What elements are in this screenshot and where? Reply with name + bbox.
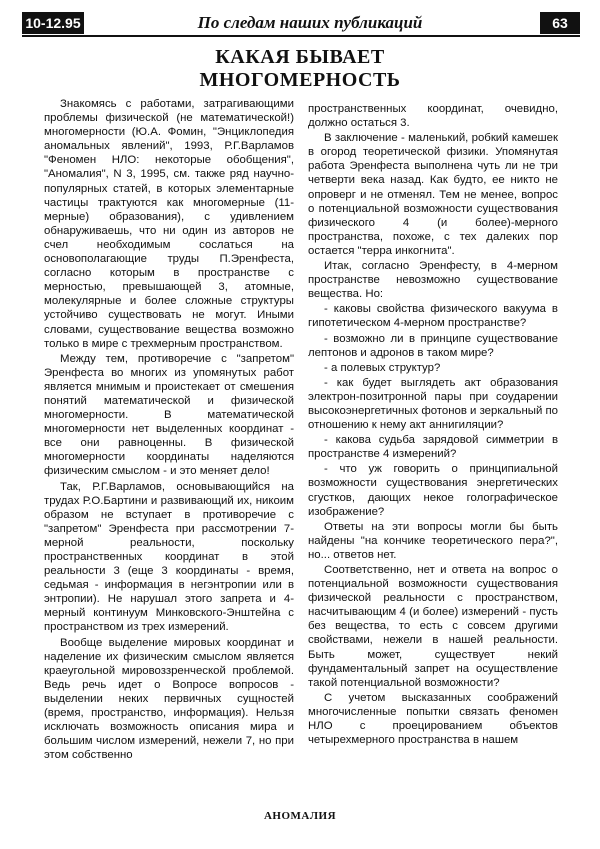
question-item: - как будет выглядеть акт образования электрон-позитронной пары при соударении высокоэнергетичных фотонов и зеркальный по отношению к нему акт аннигиляции? [308,376,558,432]
article-title-line1: КАКАЯ БЫВАЕТ [215,46,385,68]
paragraph: Знакомясь с работами, затрагивающими проблемы физической (не математической!) многомерности (Ю.А. Фомин, "Энциклопедия аномальных явлений", 1993, Р.Г.Варламов "Феномен НЛО: некоторые обобщения", "Аномалия", N 3, 1995, см. также ряд научно-популярных статей, в которых элементарные частицы трактуются как многомерные (11-мерные) образования), с удивлением обнаруживаешь, что ни один из авторов не счел необходимым сослаться на основополагающие труды П.Эренфеста, согласно которым в пространстве с мерностью, превышающей 3, атомные, молекулярные и более сложные структуры устойчиво существовать не могут. Иными словами, существование вещества возможно только в мире с трехмерным пространством. [44,98,294,350]
paragraph: С учетом высказанных соображений многочисленные попытки связать феномен НЛО с проецированием объектов четырехмерного пространства в нашем [308,691,558,747]
right-column [308,102,558,748]
magazine-footer: АНОМАЛИЯ [263,810,337,822]
question-item: - что уж говорить о принципиальной возможности существования энергетических сгустков, дающих некое голографическое изображение? [308,463,558,518]
section-title: По следам наших публикаций [197,13,423,32]
question-item: - какова судьба зарядовой симметрии в пространстве 4 измерений? [308,434,558,461]
question-item: - а полевых структур? [324,361,441,374]
paragraph: В заключение - маленький, робкий камешек в огород теоретической физики. Упомянутая работа Эренфеста выполнена чуть ли не три четверти века назад. Как будто, ее никто не опроверг и не отменял. Тем не менее, вопрос о потенциальной возможности существования физического 4 (и более)-мерного пространства, похоже, с тех далеких пор остается "терра инкогнита". [308,132,558,257]
paragraph: Итак, согласно Эренфесту, в 4-мерном пространстве невозможно существование вещества. Но: [308,260,558,301]
article-title-line2: МНОГОМЕРНОСТЬ [199,69,401,91]
paragraph: Ответы на эти вопросы могли бы быть найдены "на кончике теоретического пера?", но... ответов нет. [308,520,558,561]
paragraph: Между тем, противоречие с "запретом" Эренфеста во многих из упомянутых работ является мнимым и проистекает от смешения понятий математической и физической многомерности. В математической многомерности нет выделенных координат - все они равноценны. В физической многомерности координаты наделяются физическим смыслом - и это меняет дело! [44,352,294,478]
issue-date: 10-12.95 [22,12,84,34]
paragraph: пространственных координат, очевидно, должно остаться 3. [308,103,558,130]
header-rule [22,35,580,37]
article-title [190,46,410,92]
paragraph: Соответственно, нет и ответа на вопрос о потенциальной возможности существования физической реальности с пространством, насчитывающим 4 (и более) измерений - пусть без вещества, то есть с совсем другими свойствами, нежели в нашей реальности. Быть может, существует некий фундаментальный запрет на осуществление такой потенциальной возможности? [308,564,558,689]
page-number: 63 [540,12,580,34]
page-header [22,12,580,36]
question-item: - каковы свойства физического вакуума в гипотетическом 4-мерном пространстве? [308,303,558,330]
question-item: - возможно ли в принципе существование лептонов и адронов в таком мире? [308,332,558,359]
paragraph: Так, Р.Г.Варламов, основывающийся на трудах Р.О.Бартини и развивающий их, никоим образом не вступает в противоречие с "запретом" Эренфеста при рассмотрении 7-мерной реальности, поскольку пространственных координат в этой реальности 3 (еще 3 координаты - время, седьмая - информация в негэнтропии или в энтропии). Не нарушал этого запрета и 4-мерный континуум Минковского-Энштейна с пространством из трех измерений. [44,480,294,634]
paragraph: Вообще выделение мировых координат и наделение их физическим смыслом является краеугольной мировоззренческой проблемой. Ведь речь идет о Вопросе вопросов - выделении неких первичных сущностей (время, пространство, информация). Нельзя исключать возможность описания мира и большим числом измерений, нежели 7, но при этом собственно [44,636,294,762]
left-column [44,97,294,763]
